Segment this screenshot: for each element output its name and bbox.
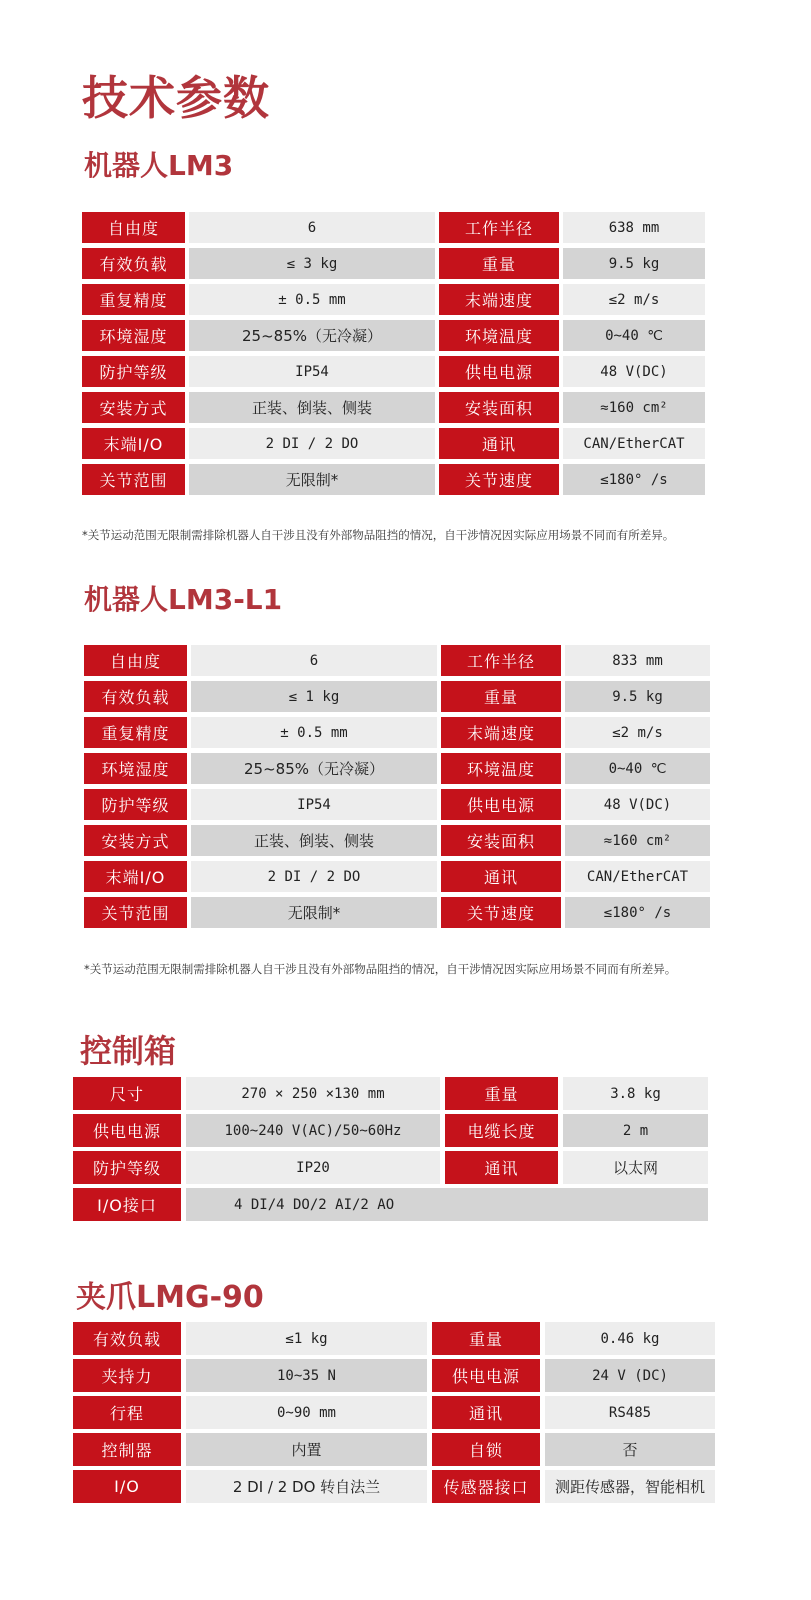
spec-label: 自锁 <box>432 1433 540 1466</box>
spec-value: ≤ 1 kg <box>191 681 437 712</box>
spec-value: CAN/EtherCAT <box>563 428 705 459</box>
spec-label: 环境温度 <box>439 320 559 351</box>
spec-value: 10~35 N <box>186 1359 427 1392</box>
spec-value: ± 0.5 mm <box>189 284 435 315</box>
spec-value: 测距传感器，智能相机 <box>545 1470 715 1503</box>
spec-label: 防护等级 <box>73 1151 181 1184</box>
spec-value: 0~40 ℃ <box>563 320 705 351</box>
section-title-lm3-l1: 机器人LM3-L1 <box>84 583 283 616</box>
spec-value: ≤2 m/s <box>563 284 705 315</box>
spec-value: 0~40 ℃ <box>565 753 710 784</box>
page-title: 技术参数 <box>82 71 270 125</box>
spec-value: 0.46 kg <box>545 1322 715 1355</box>
spec-value: 2 DI / 2 DO <box>189 428 435 459</box>
spec-label: 重量 <box>441 681 561 712</box>
spec-label: I/O接口 <box>73 1188 181 1221</box>
spec-label: 重量 <box>439 248 559 279</box>
spec-value: 2 DI / 2 DO <box>191 861 437 892</box>
spec-label: 关节范围 <box>82 464 185 495</box>
spec-label: 安装面积 <box>441 825 561 856</box>
spec-label: 末端速度 <box>439 284 559 315</box>
spec-value: 无限制* <box>191 897 437 928</box>
spec-value: 270 × 250 ×130 mm <box>186 1077 440 1110</box>
spec-value: IP54 <box>189 356 435 387</box>
spec-label: 关节范围 <box>84 897 187 928</box>
section-title-control-box: 控制箱 <box>80 1032 177 1070</box>
spec-value: 内置 <box>186 1433 427 1466</box>
spec-label: 安装方式 <box>84 825 187 856</box>
spec-table-gripper <box>73 1322 715 1503</box>
spec-value: 6 <box>189 212 435 243</box>
spec-table-control-box <box>73 1077 708 1221</box>
spec-value: ≈160 cm² <box>563 392 705 423</box>
spec-value: IP20 <box>186 1151 440 1184</box>
spec-value: 48 V(DC) <box>565 789 710 820</box>
spec-label: 电缆长度 <box>445 1114 558 1147</box>
spec-label: 行程 <box>73 1396 181 1429</box>
spec-label: 供电电源 <box>432 1359 540 1392</box>
footnote-lm3-l1: *关节运动范围无限制需排除机器人自干涉且没有外部物品阻挡的情况，自干涉情况因实际应用场景不同而有所差异。 <box>84 962 677 976</box>
spec-value: 9.5 kg <box>563 248 705 279</box>
spec-table-lm3 <box>82 212 705 495</box>
spec-value: 否 <box>545 1433 715 1466</box>
spec-value: ≤ 3 kg <box>189 248 435 279</box>
footnote-lm3: *关节运动范围无限制需排除机器人自干涉且没有外部物品阻挡的情况，自干涉情况因实际应用场景不同而有所差异。 <box>82 528 675 542</box>
spec-value: 2 m <box>563 1114 708 1147</box>
spec-label: 防护等级 <box>84 789 187 820</box>
spec-value: RS485 <box>545 1396 715 1429</box>
spec-value: CAN/EtherCAT <box>565 861 710 892</box>
spec-label: 通讯 <box>439 428 559 459</box>
spec-value: 638 mm <box>563 212 705 243</box>
spec-value: ≤2 m/s <box>565 717 710 748</box>
spec-label: 工作半径 <box>439 212 559 243</box>
spec-label: 自由度 <box>84 645 187 676</box>
spec-label: 末端I/O <box>82 428 185 459</box>
spec-value: ± 0.5 mm <box>191 717 437 748</box>
spec-label: 夹持力 <box>73 1359 181 1392</box>
spec-label: 通讯 <box>445 1151 558 1184</box>
spec-label: 重复精度 <box>82 284 185 315</box>
spec-label: 环境温度 <box>441 753 561 784</box>
spec-value: 48 V(DC) <box>563 356 705 387</box>
spec-label: I/O <box>73 1470 181 1503</box>
spec-value: 正装、倒装、侧装 <box>191 825 437 856</box>
spec-label: 有效负载 <box>84 681 187 712</box>
spec-value: 以太网 <box>563 1151 708 1184</box>
spec-label: 传感器接口 <box>432 1470 540 1503</box>
spec-label: 环境湿度 <box>84 753 187 784</box>
spec-value: 0~90 mm <box>186 1396 427 1429</box>
spec-label: 末端速度 <box>441 717 561 748</box>
spec-value: ≈160 cm² <box>565 825 710 856</box>
spec-value: 24 V (DC) <box>545 1359 715 1392</box>
spec-label: 重复精度 <box>84 717 187 748</box>
spec-value: 25~85%（无冷凝） <box>191 753 437 784</box>
spec-label: 控制器 <box>73 1433 181 1466</box>
spec-table-lm3-l1 <box>84 645 710 928</box>
spec-value: 正装、倒装、侧装 <box>189 392 435 423</box>
section-title-gripper: 夹爪LMG-90 <box>76 1280 264 1315</box>
spec-label: 重量 <box>445 1077 558 1110</box>
section-title-lm3: 机器人LM3 <box>84 149 234 182</box>
spec-label: 重量 <box>432 1322 540 1355</box>
spec-label: 通讯 <box>441 861 561 892</box>
spec-label: 通讯 <box>432 1396 540 1429</box>
spec-value: 100~240 V(AC)/50~60Hz <box>186 1114 440 1147</box>
spec-label: 供电电源 <box>439 356 559 387</box>
spec-label: 关节速度 <box>441 897 561 928</box>
spec-label: 工作半径 <box>441 645 561 676</box>
spec-value: 6 <box>191 645 437 676</box>
spec-value: 833 mm <box>565 645 710 676</box>
spec-value: ≤1 kg <box>186 1322 427 1355</box>
spec-value: 9.5 kg <box>565 681 710 712</box>
spec-value: 25~85%（无冷凝） <box>189 320 435 351</box>
spec-label: 防护等级 <box>82 356 185 387</box>
spec-label: 安装面积 <box>439 392 559 423</box>
spec-label: 有效负载 <box>82 248 185 279</box>
spec-label: 环境湿度 <box>82 320 185 351</box>
spec-value: IP54 <box>191 789 437 820</box>
spec-value: ≤180° /s <box>563 464 705 495</box>
spec-value: 2 DI / 2 DO 转自法兰 <box>186 1470 427 1503</box>
spec-value: ≤180° /s <box>565 897 710 928</box>
spec-label: 末端I/O <box>84 861 187 892</box>
spec-value: 3.8 kg <box>563 1077 708 1110</box>
spec-value: 无限制* <box>189 464 435 495</box>
spec-label: 有效负载 <box>73 1322 181 1355</box>
spec-label: 安装方式 <box>82 392 185 423</box>
spec-label: 关节速度 <box>439 464 559 495</box>
spec-label: 供电电源 <box>441 789 561 820</box>
spec-label: 自由度 <box>82 212 185 243</box>
spec-label: 供电电源 <box>73 1114 181 1147</box>
spec-label: 尺寸 <box>73 1077 181 1110</box>
spec-value: 4 DI/4 DO/2 AI/2 AO <box>186 1188 708 1221</box>
